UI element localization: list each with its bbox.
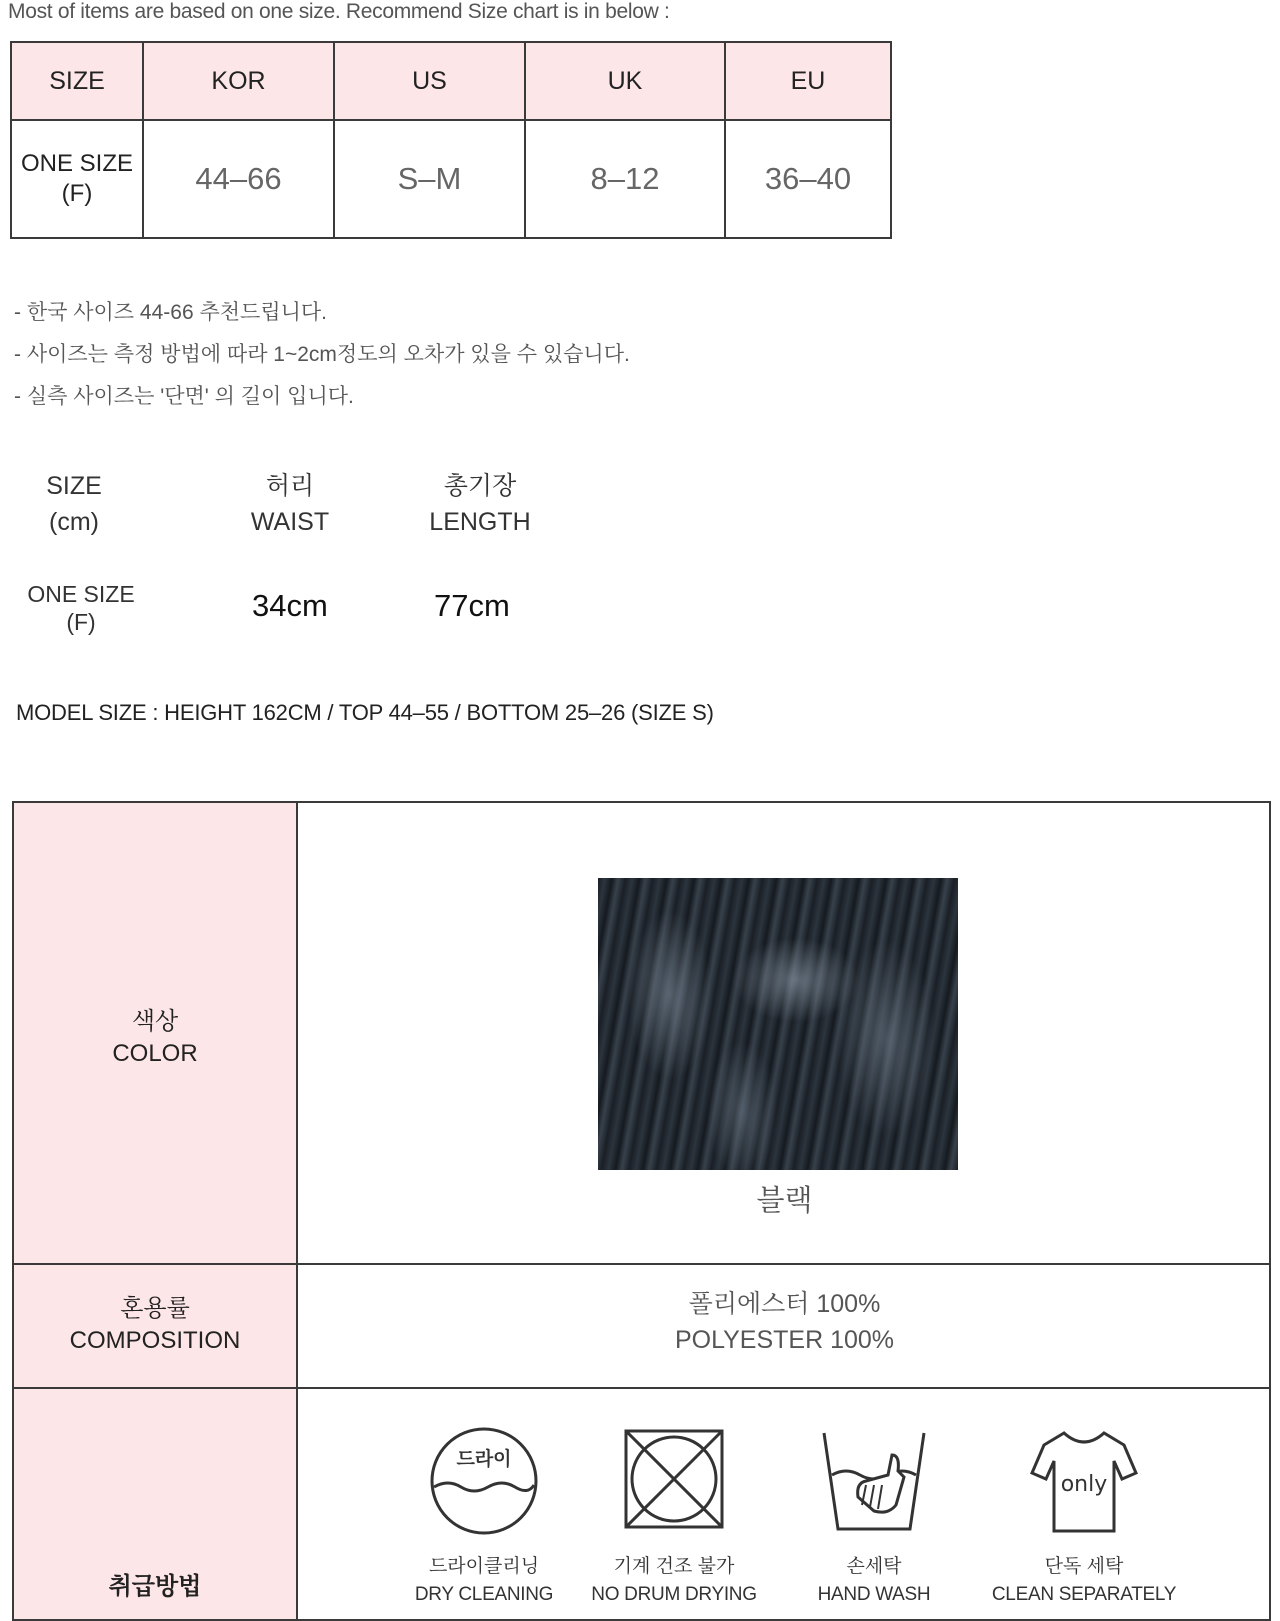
cell-eu: 36–40	[725, 120, 891, 238]
length-label-ko: 총기장	[443, 472, 517, 500]
measure-size-header	[24, 468, 124, 540]
waist-value: 34cm	[252, 588, 328, 623]
only-icon-text: only	[1060, 1472, 1108, 1497]
size-notes	[14, 292, 630, 418]
measure-unit-label: (cm)	[49, 508, 99, 536]
measure-row-size	[16, 580, 146, 636]
header-uk: UK	[525, 42, 725, 120]
note-item: - 사이즈는 측정 방법에 따라 1~2cm정도의 오차가 있을 수 있습니다.	[14, 343, 630, 366]
model-size: MODEL SIZE : HEIGHT 162CM / TOP 44–55 / BOTTOM 25–26 (SIZE S)	[16, 700, 714, 725]
care-separate-en: CLEAN SEPARATELY	[991, 1584, 1177, 1605]
care-dry-cleaning	[394, 1425, 574, 1606]
size-chart-header-row	[11, 42, 891, 120]
dry-icon-text: 드라이	[456, 1448, 512, 1470]
composition-value	[298, 1286, 1271, 1358]
row-divider	[14, 1387, 1269, 1389]
waist-label-ko: 허리	[265, 472, 315, 500]
care-dry-ko: 드라이클리닝	[428, 1556, 540, 1577]
color-label-ko: 색상	[131, 1008, 179, 1035]
composition-ko: 폴리에스터 100%	[688, 1290, 881, 1318]
header-size: SIZE	[11, 42, 143, 120]
color-label	[14, 1006, 296, 1070]
row-size-line1: ONE SIZE	[20, 150, 134, 177]
composition-label-ko: 혼용률	[120, 1295, 190, 1322]
color-swatch-image	[598, 878, 958, 1170]
care-hand-ko: 손세탁	[846, 1556, 902, 1577]
length-label-en: LENGTH	[429, 508, 531, 536]
dry-cleaning-icon	[428, 1425, 540, 1537]
product-info-table	[12, 801, 1271, 1621]
care-hand-wash	[794, 1425, 954, 1606]
care-drum-ko: 기계 건조 불가	[613, 1556, 735, 1577]
measure-length-header	[405, 468, 555, 540]
care-drum-en: NO DRUM DRYING	[591, 1584, 757, 1605]
care-label: 취급방법	[108, 1573, 202, 1600]
care-separate-ko: 단독 세탁	[1044, 1556, 1124, 1577]
care-clean-separately	[974, 1425, 1194, 1606]
header-us: US	[334, 42, 525, 120]
cell-uk: 8–12	[525, 120, 725, 238]
note-item: - 실측 사이즈는 '단면' 의 길이 입니다.	[14, 385, 354, 408]
header-eu: EU	[725, 42, 891, 120]
hand-wash-icon	[818, 1425, 930, 1537]
length-value: 77cm	[434, 588, 510, 623]
clean-separately-icon	[1028, 1425, 1140, 1537]
row-divider	[14, 1263, 1269, 1265]
size-chart-table	[10, 41, 892, 239]
note-item: - 한국 사이즈 44-66 추천드립니다.	[14, 301, 328, 324]
composition-label-en: COMPOSITION	[69, 1327, 241, 1354]
measure-size-label: SIZE	[46, 472, 102, 500]
no-drum-drying-icon	[618, 1425, 730, 1537]
cell-us: S–M	[334, 120, 525, 238]
care-dry-en: DRY CLEANING	[414, 1584, 554, 1605]
header-kor: KOR	[143, 42, 334, 120]
composition-label	[14, 1293, 296, 1357]
size-chart-row	[11, 120, 891, 238]
measure-row-size-line2: (F)	[66, 609, 96, 635]
row-size-cell	[11, 120, 143, 238]
cell-kor: 44–66	[143, 120, 334, 238]
color-name: 블랙	[756, 1185, 813, 1217]
care-hand-en: HAND WASH	[817, 1584, 931, 1605]
composition-en: POLYESTER 100%	[674, 1326, 895, 1354]
care-no-drum-drying	[584, 1425, 764, 1606]
waist-label-en: WAIST	[250, 508, 330, 536]
measure-row-size-line1: ONE SIZE	[27, 581, 135, 607]
info-label-column	[14, 803, 298, 1619]
color-label-en: COLOR	[112, 1040, 198, 1067]
intro-text: Most of items are based on one size. Recommend Size chart is in below :	[8, 0, 670, 23]
row-size-line2: (F)	[61, 180, 93, 207]
measure-waist-header	[220, 468, 360, 540]
